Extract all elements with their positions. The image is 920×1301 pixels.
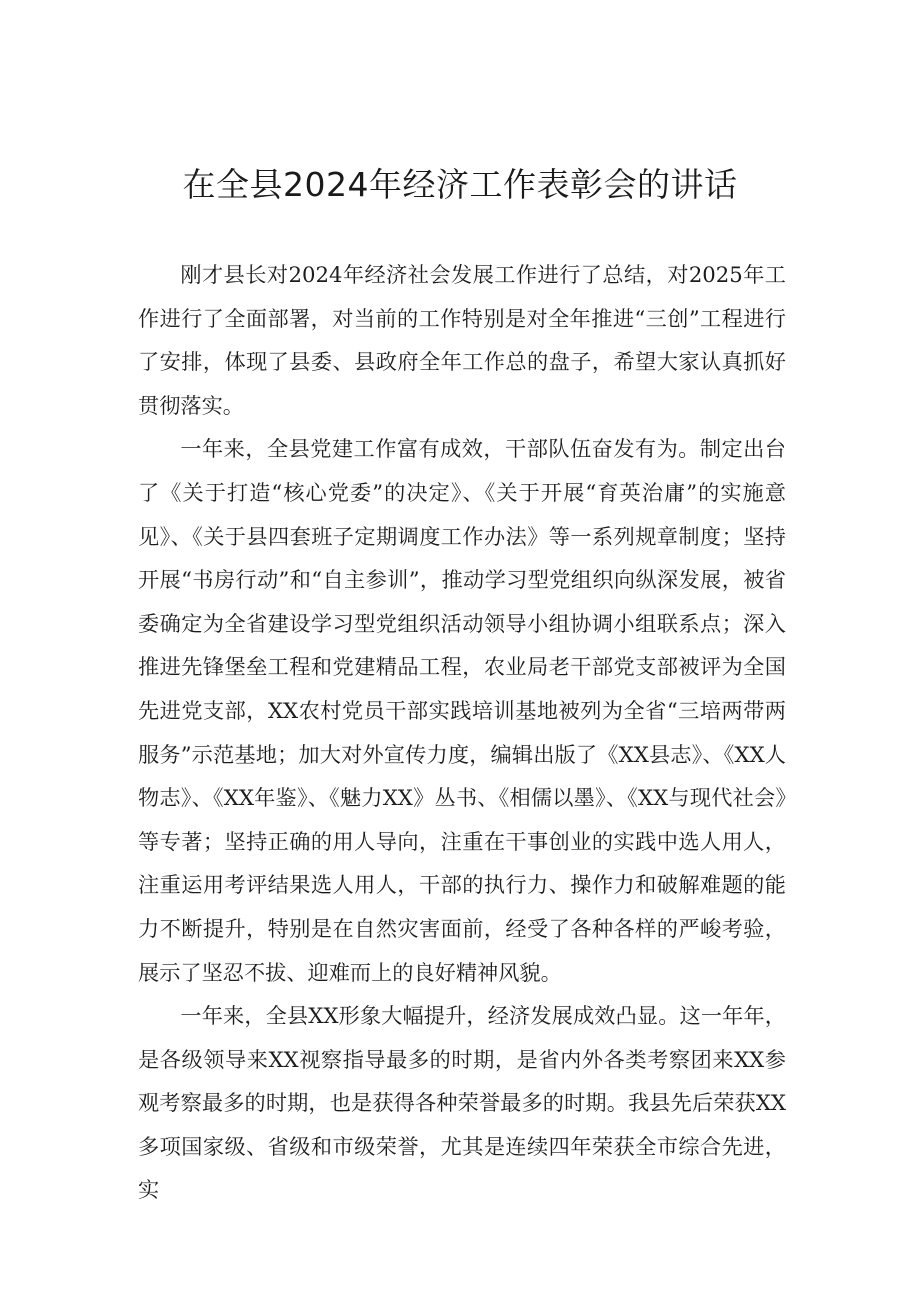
paragraph-2: 一年来，全县党建工作富有成效，干部队伍奋发有为。制定出台了《关于打造“核心党委”的决定》、《关于开展“育英治庸”的实施意见》、《关于县四套班子定期调度工作办法》等一系列规章制度；坚持开展“书房行动”和“自主参训”，推动学习型党组织向纵深发展，被省委确定为全省建设学习型党组织活动领导小组协调小组联系点；深入推进先锋堡垒工程和党建精品工程，农业局老干部党支部被评为全国先进党支部，XX农村党员干部实践培训基地被列为全省“三培两带两服务”示范基地；加大对外宣传力度，编辑出版了《XX县志》、《XX人物志》、《XX年鉴》、《魅力XX》丛书、《相儒以墨》、《XX与现代社会》等专著；坚持正确的用人导向，注重在干事创业的实践中选人用人，注重运用考评结果选人用人，干部的执行力、操作力和破解难题的能力不断提升，特别是在自然灾害面前，经受了各种各样的严峻考验，展示了坚忍不拔、迎难而上的良好精神风貌。 [138, 436, 786, 985]
document-body [138, 253, 786, 1212]
paragraph-3: 一年来，全县XX形象大幅提升，经济发展成效凸显。这一年年，是各级领导来XX视察指导最多的时期，是省内外各类考察团来XX参观考察最多的时期，也是获得各种荣誉最多的时期。我县先后荣获XX多项国家级、省级和市级荣誉，尤其是连续四年荣获全市综合先进，实 [138, 1003, 786, 1203]
paragraph-1: 刚才县长对2024年经济社会发展工作进行了总结，对2025年工作进行了全面部署，对当前的工作特别是对全年推进“三创”工程进行了安排，体现了县委、县政府全年工作总的盘子，希望大家认真抓好贯彻落实。 [138, 262, 786, 418]
document-title: 在全县2024年经济工作表彰会的讲话 [182, 165, 738, 204]
